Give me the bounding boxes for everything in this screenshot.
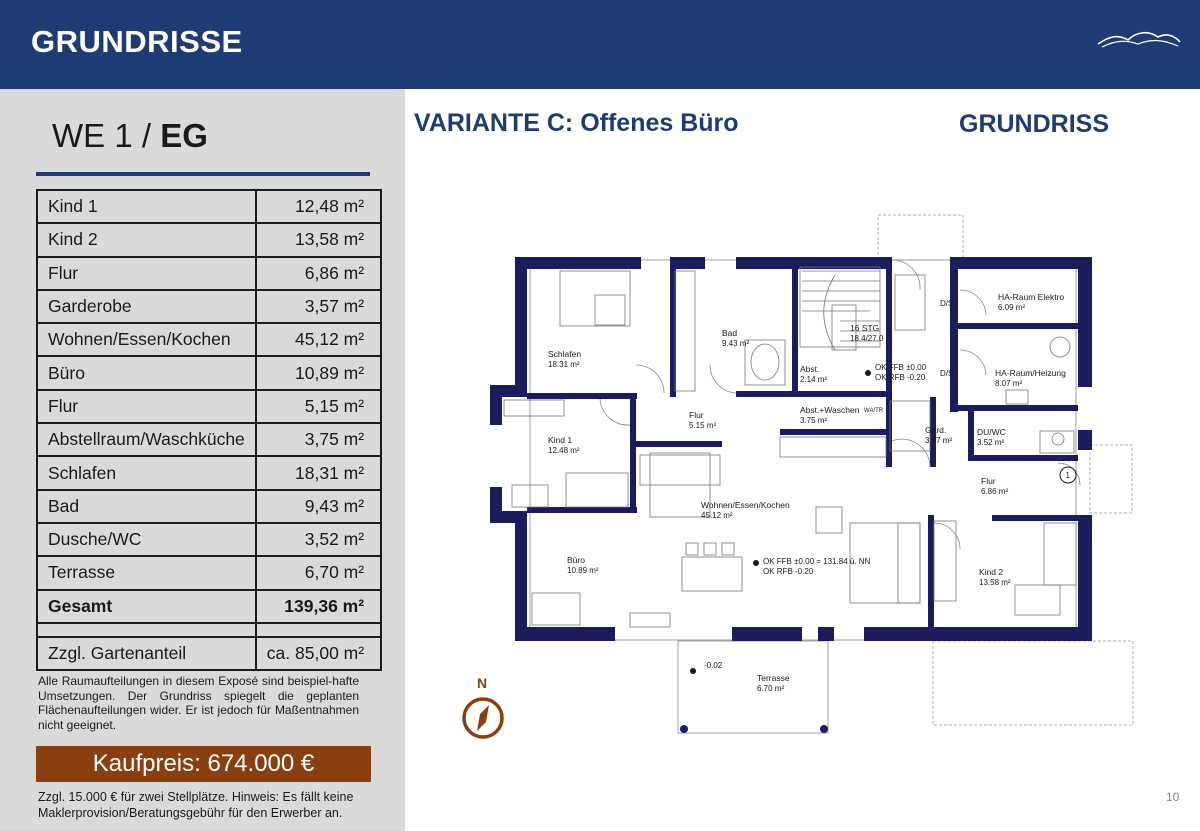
unit-floor: EG [160,117,208,154]
room-size: 12,48 m² [256,190,381,223]
room-label-schlafen: Schlafen [548,349,582,359]
room-label-bad: Bad [722,328,738,338]
area-row [37,223,381,256]
area-row [37,356,381,389]
total-label: Gesamt [37,590,256,623]
level-ok-rfb-main: OK RFB -0.20 [763,567,814,576]
room-label-flur-2: Flur [981,476,996,486]
entrance-number: 1 [1065,471,1070,480]
room-name: Schlafen [37,456,256,489]
garden-size: ca. 85,00 m² [256,637,381,670]
compass-icon [464,675,502,737]
room-name: Kind 2 [37,223,256,256]
area-row [37,523,381,556]
room-area-abst-waschen: 3.75 m² [800,416,828,425]
room-name: Kind 1 [37,190,256,223]
page-number: 10 [1166,790,1180,804]
room-size: 45,12 m² [256,323,381,356]
level-marker [753,560,759,566]
spacer-cell [256,623,381,637]
price-box: Kaufpreis: 674.000 € [36,746,371,782]
room-size: 18,31 m² [256,456,381,489]
mountains-logo-icon [1096,28,1182,50]
page-header [0,0,1200,89]
room-size: 6,86 m² [256,257,381,290]
area-row [37,390,381,423]
room-label-buero: Büro [567,555,585,565]
unit-prefix: WE 1 / [52,117,161,154]
terrace-level-label: -0.02 [704,661,723,670]
room-area-buero: 10.89 m² [567,566,599,575]
room-label-terrasse: Terrasse [757,673,790,683]
area-row [37,490,381,523]
room-area-flur-2: 6.86 m² [981,487,1009,496]
room-name: Dusche/WC [37,523,256,556]
garden-row [37,637,381,670]
level-marker [865,370,871,376]
room-area-bad: 9.43 m² [722,339,750,348]
room-size: 13,58 m² [256,223,381,256]
room-size: 6,70 m² [256,556,381,589]
area-row [37,257,381,290]
room-size: 3,75 m² [256,423,381,456]
level-ok-ffb-stair: OK FFB ±0.00 [875,363,927,372]
room-label-ha-heizung: HA-Raum/Heizung [995,368,1066,378]
room-area-abst: 2.14 m² [800,375,828,384]
room-label-abst-waschen: Abst.+Waschen [800,405,860,415]
room-area-flur-1: 5.15 m² [689,421,717,430]
terrace-outline [678,641,828,733]
disclaimer-text: Alle Raumaufteilungen in diesem Exposé sind beispiel-hafte Umsetzungen. Der Grundriss spiegelt die geplanten Flächenaufteilungen wider. Er ist jedoch für Maßentnahmen nicht geeignet. [38,674,359,732]
variant-title: VARIANTE C: Offenes Büro [414,109,739,137]
compass-north-letter: N [477,675,488,691]
room-label-abst: Abst. [800,364,820,374]
spacer-cell [37,623,256,637]
room-size: 10,89 m² [256,356,381,389]
room-area-gard: 3.57 m² [925,436,953,445]
floor-plan [440,205,1160,765]
area-row [37,456,381,489]
room-area-du-wc: 3.52 m² [977,438,1005,447]
room-area-kind-2: 13.58 m² [979,578,1011,587]
room-name: Wohnen/Essen/Kochen [37,323,256,356]
page-title: GRUNDRISSE [31,24,243,59]
level-ok-rfb-stair: OK RFB -0.20 [875,373,926,382]
unit-title [52,117,208,155]
room-area-kind-1: 12.48 m² [548,446,580,455]
entrance-canopy-outline [1090,445,1132,513]
stair-dimensions: 18.4/27.0 [850,334,884,343]
room-name: Terrasse [37,556,256,589]
room-name: Garderobe [37,290,256,323]
wa-tr-label: WA/TR [864,408,884,414]
room-label-kind-2: Kind 2 [979,567,1004,577]
room-name: Bad [37,490,256,523]
room-label-gard: Gard. [925,425,947,435]
room-name: Flur [37,390,256,423]
room-area-ha-heizung: 8.07 m² [995,379,1023,388]
title-underline [36,172,370,176]
garden-label: Zzgl. Gartenanteil [37,637,256,670]
total-row [37,590,381,623]
area-row [37,290,381,323]
upper-canopy-outline [878,215,963,260]
spacer-row [37,623,381,637]
area-row [37,556,381,589]
area-row [37,323,381,356]
ds-label-1: D/S [940,299,954,308]
room-area-terrasse: 6.70 m² [757,684,785,693]
room-area-wohnen: 45.12 m² [701,511,733,520]
stair-label: 16 STG [850,323,880,333]
room-label-du-wc: DU/WC [977,427,1006,437]
room-label-flur-1: Flur [689,410,704,420]
room-name: Abstellraum/Waschküche [37,423,256,456]
grundriss-title: GRUNDRISS [959,110,1110,138]
side-area-outline [933,641,1133,725]
area-table [36,189,382,671]
ds-label-2: D/S [940,369,954,378]
room-label-wohnen: Wohnen/Essen/Kochen [701,500,790,510]
room-label-ha-elektro: HA-Raum Elektro [998,292,1065,302]
room-size: 5,15 m² [256,390,381,423]
room-size: 3,57 m² [256,290,381,323]
parking-note: Zzgl. 15.000 € für zwei Stellplätze. Hinweis: Es fällt keine Maklerprovision/Beratungsgebühr für den Erwerber an. [38,790,354,820]
total-size: 139,36 m² [256,590,381,623]
level-ok-ffb-main: OK FFB ±0.00 = 131.84 ü. NN [763,557,871,566]
area-row [37,190,381,223]
terrace-posts [680,725,828,733]
area-row [37,423,381,456]
room-label-kind-1: Kind 1 [548,435,573,445]
room-name: Flur [37,257,256,290]
room-size: 9,43 m² [256,490,381,523]
room-name: Büro [37,356,256,389]
room-area-ha-elektro: 6.09 m² [998,303,1026,312]
level-marker [690,668,696,674]
level-annotations [690,299,1076,674]
room-area-schlafen: 18.31 m² [548,360,580,369]
room-size: 3,52 m² [256,523,381,556]
